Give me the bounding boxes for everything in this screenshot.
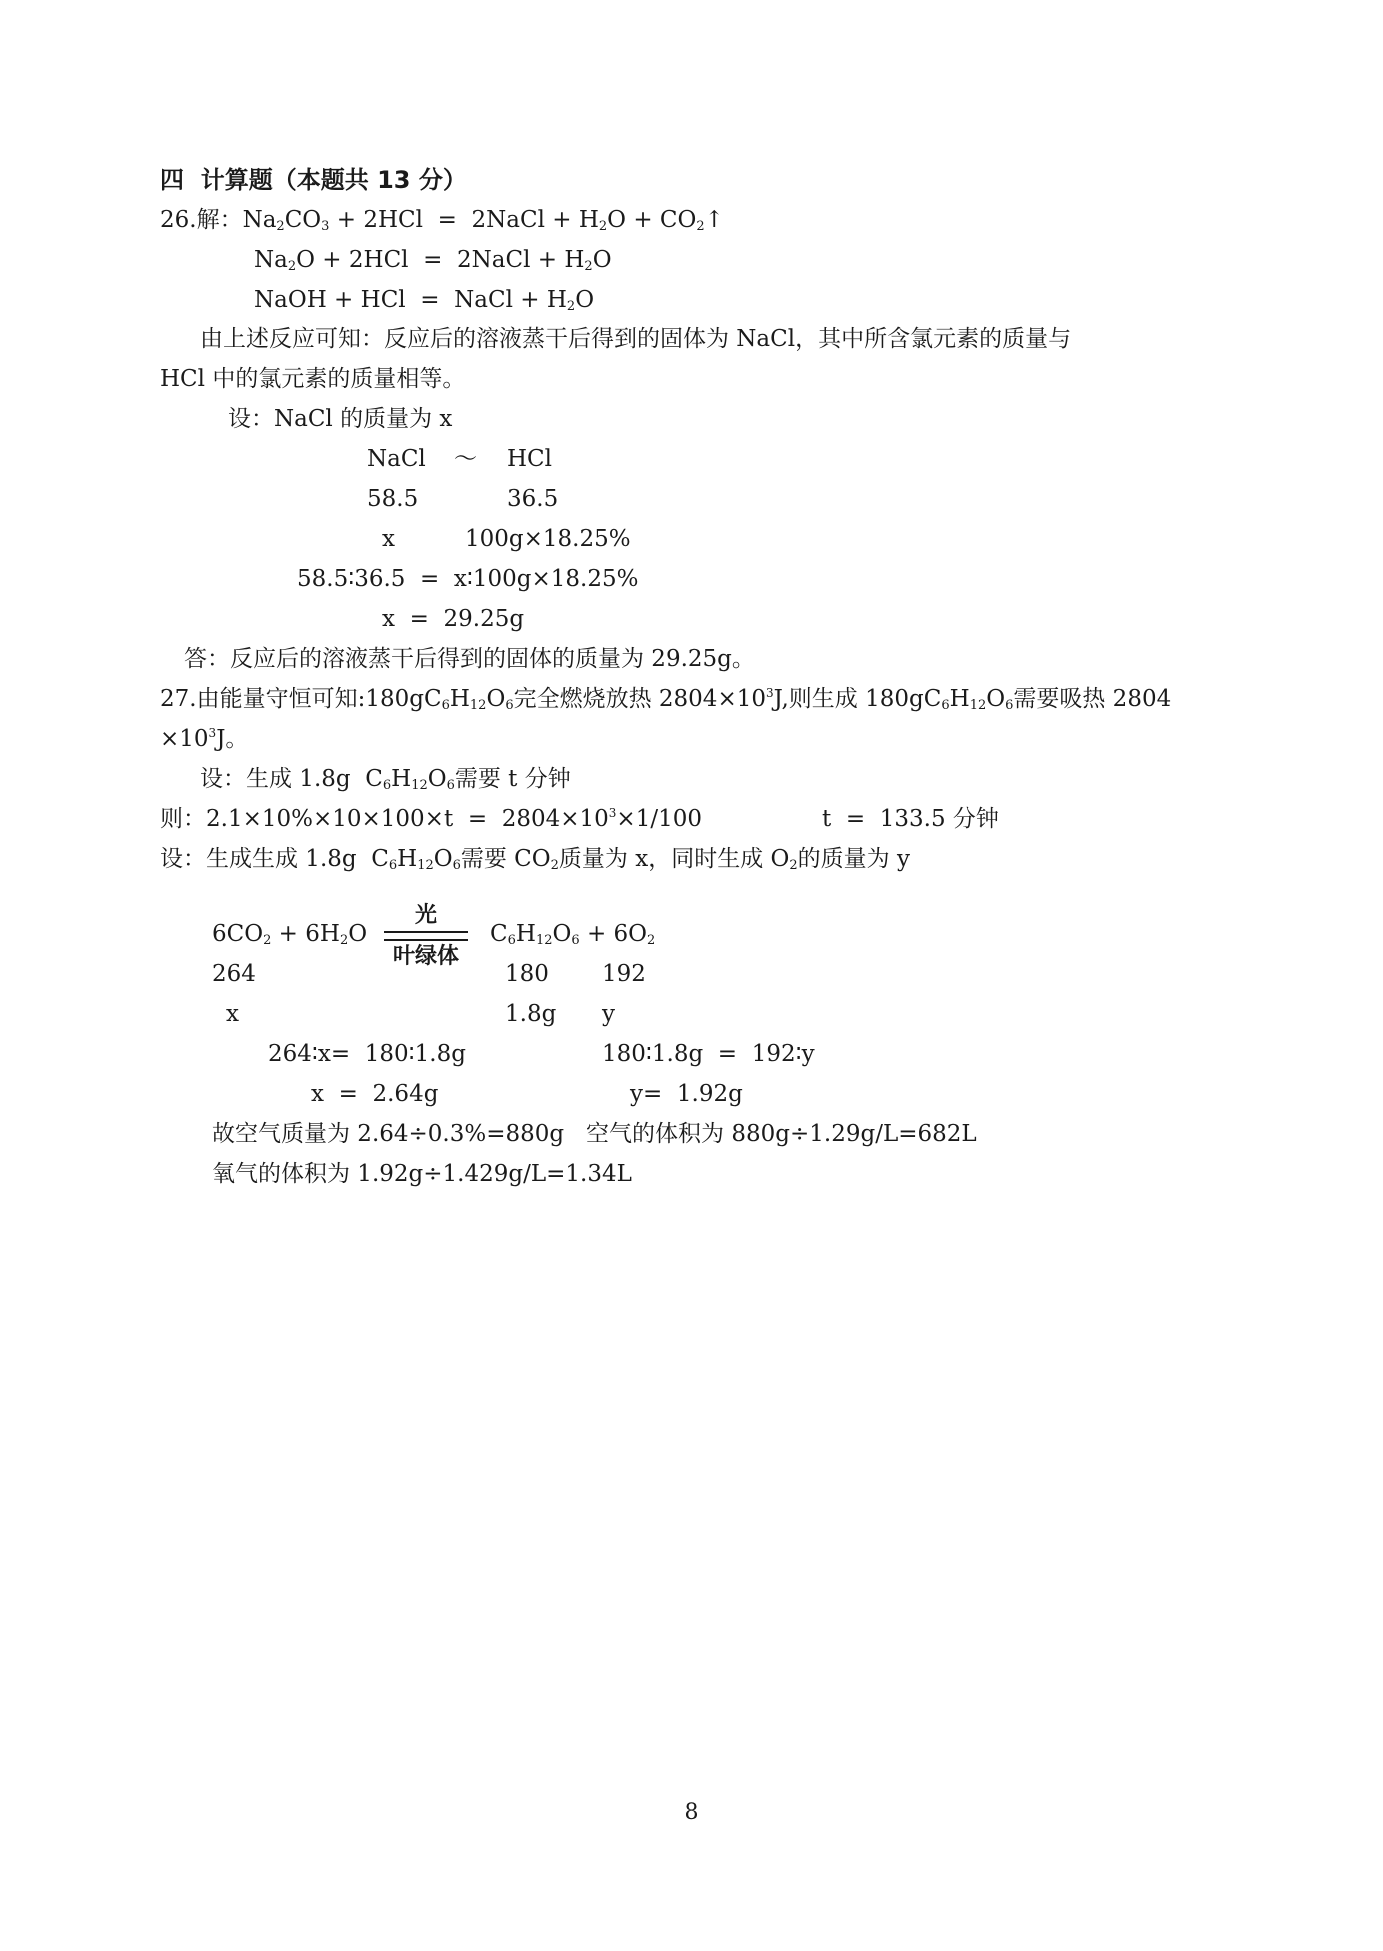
q26-mass-nacl: 58.5 bbox=[367, 486, 419, 512]
q27-let-time: 设：生成 1.8g $C_6H_{12}O_6$需要 t 分钟 bbox=[200, 766, 571, 793]
condition-chloroplast: 叶绿体 bbox=[392, 944, 459, 969]
solution-x: x = 2.64g bbox=[311, 1081, 439, 1107]
reaction-products: $C_6H_{12}O_6 + 6O_2$ bbox=[490, 921, 656, 948]
reaction-reactants: $6CO_2 + 6H_2O$ bbox=[212, 921, 368, 948]
q26-given-hcl: 100g×18.25% bbox=[465, 526, 631, 552]
q27-line-1: 27.由能量守恒可知$:180gC_6H_{12}O_6$完全燃烧放热 $2804\times 10^3J$,则生成 $180gC_6H_{12}O_6$需要吸热 2804 bbox=[160, 686, 1172, 713]
q26-relation-nacl: NaCl bbox=[367, 446, 426, 472]
q27-time-equation: 则：$2.1\times 10\%\times 10\times 100\times t = 2804\times 10^3\times 1/100$ bbox=[160, 806, 702, 832]
oxygen-volume: 氧气的体积为 1.92g÷1.429g/L=1.34L bbox=[212, 1161, 632, 1187]
var-glucose-mass: 1.8g bbox=[505, 1001, 557, 1027]
solution-y: y= 1.92g bbox=[630, 1081, 743, 1107]
q26-equation-3: NaOH + HCl = NaCl + $H_2O$ bbox=[254, 287, 595, 314]
q26-paragraph-line-1: 由上述反应可知：反应后的溶液蒸干后得到的固体为 NaCl，其中所含氯元素的质量与 bbox=[200, 326, 1072, 352]
air-calculation: 故空气质量为 2.64÷0.3%=880g 空气的体积为 880g÷1.29g/L=682L bbox=[212, 1121, 977, 1147]
q26-answer: 答：反应后的溶液蒸干后得到的固体的质量为 29.25g。 bbox=[184, 646, 755, 672]
mass-o2: 192 bbox=[602, 961, 646, 987]
q26-mass-hcl: 36.5 bbox=[507, 486, 559, 512]
section-title: 四 计算题（本题共 13 分） bbox=[160, 166, 467, 194]
q26-solution: x = 29.25g bbox=[382, 606, 525, 632]
proportion-co2: 264∶x= 180∶1.8g bbox=[268, 1041, 466, 1067]
q27-time-result: t = 133.5 分钟 bbox=[822, 806, 999, 832]
q26-proportion: 58.5∶36.5 = x∶100g×18.25% bbox=[297, 566, 639, 592]
var-x-co2: x bbox=[226, 1001, 239, 1027]
condition-light: 光 bbox=[414, 903, 437, 928]
q27-let-masses: 设：生成生成 1.8g $C_6H_{12}O_6$需要 $CO_2$质量为 x，同时生成 $O_2$的质量为 y bbox=[160, 846, 910, 873]
q26-relation-hcl: HCl bbox=[507, 446, 553, 472]
q26-equation-1: 26.解：$Na_2CO_3 + 2HCl$ = 2NaCl + $H_2O$ + $CO_2↑$ bbox=[160, 207, 724, 234]
q26-paragraph-line-2: HCl 中的氯元素的质量相等。 bbox=[160, 366, 466, 392]
mass-co2: 264 bbox=[212, 961, 256, 987]
proportion-o2: 180∶1.8g = 192∶y bbox=[602, 1041, 815, 1067]
q26-equation-2: $Na_2O + 2HCl$ = 2NaCl + $H_2O$ bbox=[254, 247, 612, 274]
reaction-condition bbox=[384, 903, 468, 970]
reaction-equals-sign bbox=[384, 931, 468, 941]
mass-glucose: 180 bbox=[505, 961, 549, 987]
q26-relation-tilde: ～ bbox=[454, 446, 477, 472]
var-y-o2: y bbox=[602, 1001, 615, 1027]
q26-let-statement: 设：NaCl 的质量为 x bbox=[228, 406, 453, 432]
q27-line-2: $\times 10^3J$。 bbox=[160, 726, 249, 752]
q26-var-x: x bbox=[382, 526, 395, 552]
page-number: 8 bbox=[684, 1800, 699, 1825]
